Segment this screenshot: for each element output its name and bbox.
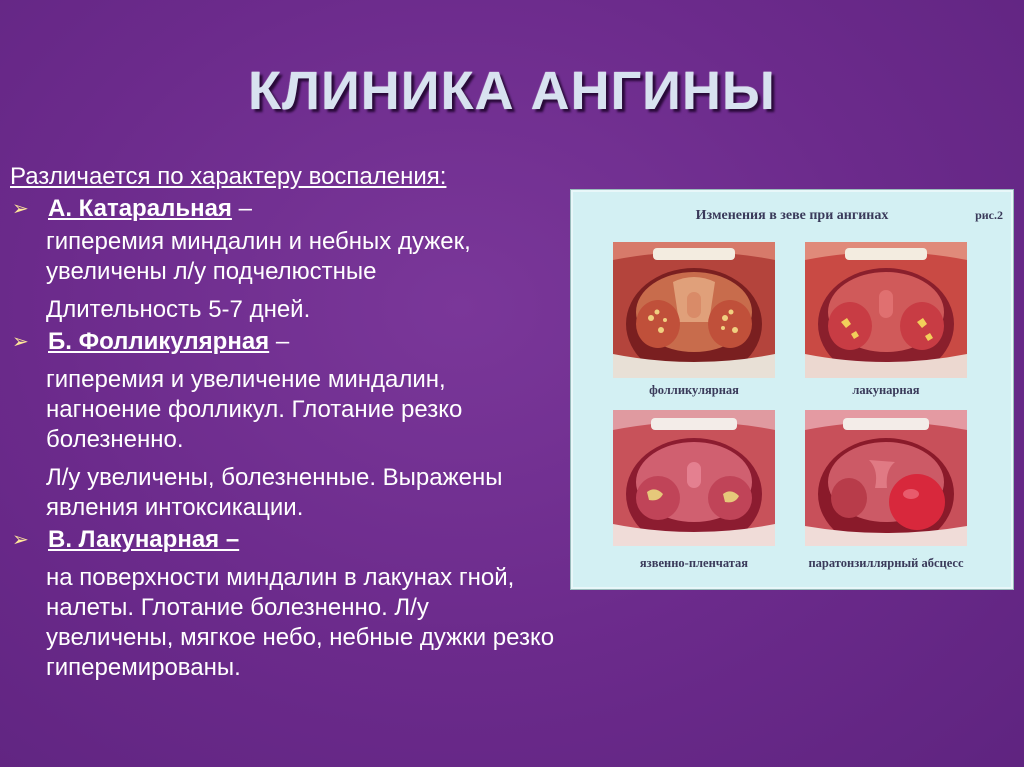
item-paragraph: Л/у увеличены, болезненные. Выражены явления интоксикации. <box>46 464 503 521</box>
arrow-bullet-icon: ➢ <box>12 198 29 220</box>
list-item-follicular <box>10 327 558 357</box>
throat-image-follicular <box>613 242 775 378</box>
throat-image-ulcerative <box>613 410 775 546</box>
caption-lacunar: лакунарная <box>852 383 920 397</box>
slide-body <box>10 162 558 683</box>
item-paragraph: гиперемия и увеличение миндалин, нагноение фолликул. Глотание резко болезненно. <box>46 366 463 453</box>
list-item-catarrhal <box>10 194 558 224</box>
item-paragraph: гиперемия миндалин и небных дужек, увеличены л/у подчелюстные <box>46 228 471 285</box>
throat-image-abscess <box>805 410 967 546</box>
throat-illustration-figure <box>571 190 1013 589</box>
throat-image-lacunar <box>805 242 967 378</box>
list-item-lacunar <box>10 525 558 555</box>
arrow-bullet-icon: ➢ <box>12 529 29 551</box>
intro-line: Различается по характеру воспаления: <box>10 163 447 190</box>
item-paragraph: Длительность 5-7 дней. <box>46 296 311 323</box>
figure-ref: рис.2 <box>975 208 1003 222</box>
item-dash: – <box>231 195 252 222</box>
item-heading: А. Катаральная <box>48 195 232 222</box>
caption-ulcerative: язвенно-пленчатая <box>639 556 749 570</box>
caption-abscess: паратонзиллярный абсцесс <box>808 556 964 570</box>
item-dash: – <box>269 328 290 355</box>
item-heading: Б. Фолликулярная <box>48 328 270 355</box>
arrow-bullet-icon: ➢ <box>12 331 29 353</box>
item-heading: В. Лакунарная – <box>48 526 240 553</box>
figure-title: Изменения в зеве при ангинах <box>695 208 889 223</box>
caption-follicular: фолликулярная <box>649 383 739 397</box>
slide-title: КЛИНИКА АНГИНЫ <box>248 61 776 121</box>
item-paragraph: на поверхности миндалин в лакунах гной, налеты. Глотание болезненно. Л/у увеличены, мягкое небо, небные дужки резко гиперемированы. <box>46 564 555 681</box>
